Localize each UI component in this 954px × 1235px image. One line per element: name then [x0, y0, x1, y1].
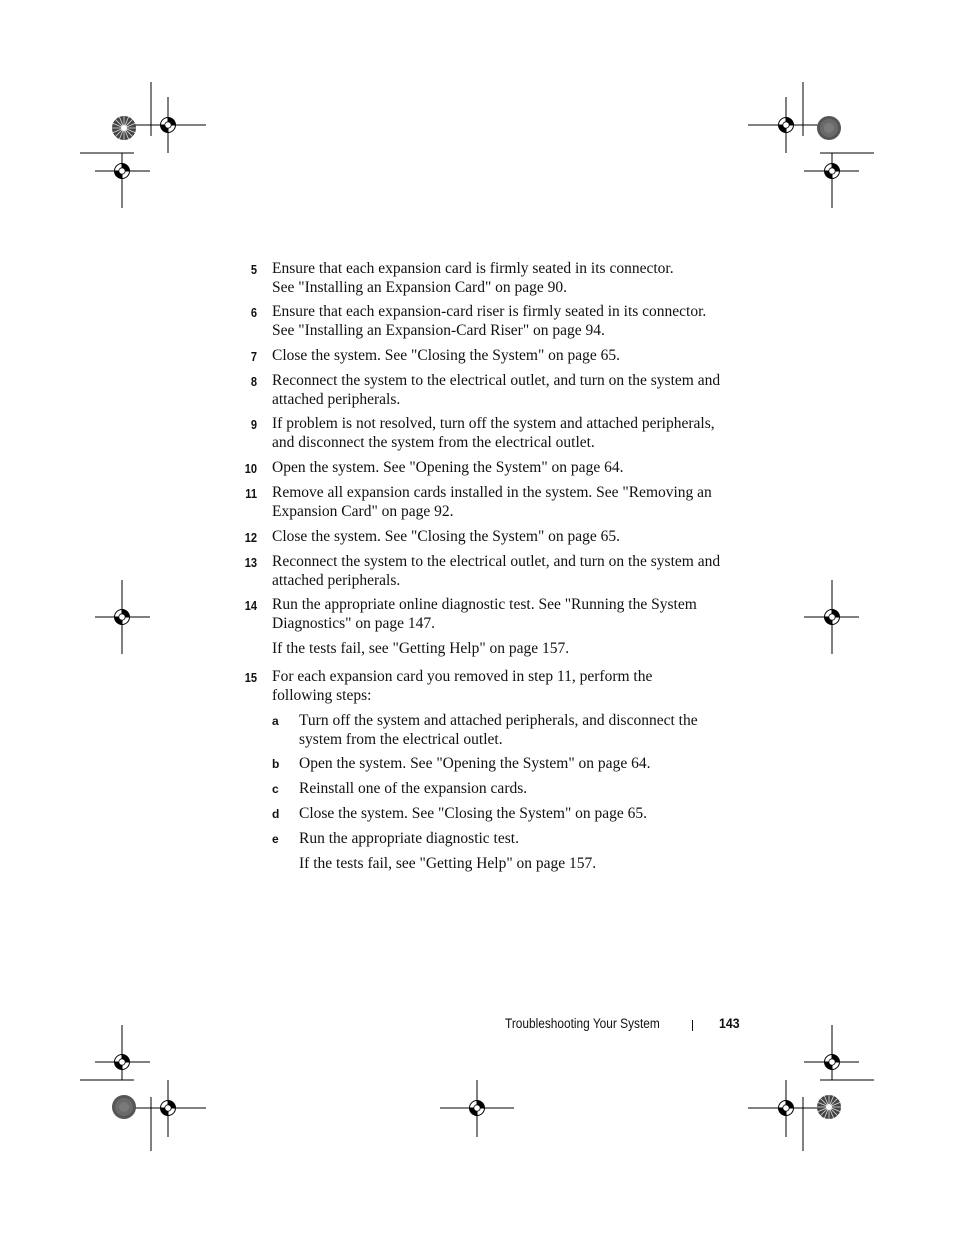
- substep-text: Reinstall one of the expansion cards.: [299, 780, 528, 797]
- step-text: Reconnect the system to the electrical outlet, and turn on the system and attached peripherals.: [272, 553, 721, 589]
- list-item: [236, 371, 756, 409]
- list-item: [236, 346, 756, 365]
- step-number: 10: [244, 461, 257, 476]
- step-text: If problem is not resolved, turn off the system and attached peripherals, and disconnect the system from the electrical outlet.: [272, 415, 715, 451]
- list-item: [236, 414, 756, 452]
- list-item: [272, 779, 742, 798]
- substep-letter: b: [272, 757, 280, 771]
- step-note: If the tests fail, see "Getting Help" on page 157.: [272, 640, 570, 657]
- substep-letter: c: [272, 782, 279, 796]
- list-item: [272, 711, 742, 749]
- step-number: 8: [250, 374, 257, 389]
- list-item: [236, 667, 756, 705]
- step-number: 11: [245, 486, 257, 501]
- list-item: [236, 483, 756, 521]
- substep-letter: e: [272, 832, 279, 846]
- step-number: 5: [250, 262, 257, 277]
- step-number: 15: [244, 670, 257, 685]
- substep-text: Run the appropriate diagnostic test.: [299, 830, 519, 847]
- footer-separator: [692, 1020, 693, 1031]
- step-number: 6: [250, 305, 257, 320]
- substep-text: Close the system. See "Closing the System" on page 65.: [299, 805, 648, 822]
- step-text: Close the system. See "Closing the System" on page 65.: [272, 528, 621, 545]
- step-text: Ensure that each expansion-card riser is firmly seated in its connector. See "Installing an Expansion-Card Riser" on page 94.: [272, 303, 707, 339]
- substep-note: If the tests fail, see "Getting Help" on page 157.: [299, 855, 597, 872]
- step-number: 13: [244, 555, 257, 570]
- substep-letter: a: [272, 714, 279, 728]
- list-item: [236, 458, 756, 477]
- step-number: 12: [244, 530, 257, 545]
- step-number: 14: [244, 598, 257, 613]
- footer-section-title: Troubleshooting Your System: [505, 1016, 660, 1031]
- step-text: Remove all expansion cards installed in the system. See "Removing an Expansion Card" on page 92.: [272, 484, 712, 520]
- step-text: Close the system. See "Closing the System" on page 65.: [272, 347, 621, 364]
- substep-letter: d: [272, 807, 280, 821]
- list-item: [236, 527, 756, 546]
- step-text: Open the system. See "Opening the System" on page 64.: [272, 459, 624, 476]
- step-number: 9: [250, 417, 257, 432]
- list-item: [236, 552, 756, 590]
- list-item: [272, 829, 742, 848]
- list-item: [272, 754, 742, 773]
- step-text: Reconnect the system to the electrical outlet, and turn on the system and attached peripherals.: [272, 372, 721, 408]
- list-item: [236, 595, 756, 633]
- list-item: [272, 804, 742, 823]
- step-text: Ensure that each expansion card is firmly seated in its connector. See "Installing an Expansion Card" on page 90.: [272, 260, 674, 296]
- step-text: Run the appropriate online diagnostic test. See "Running the System Diagnostics" on page 147.: [272, 596, 697, 632]
- list-item: [236, 302, 756, 340]
- page-number: 143: [719, 1015, 740, 1031]
- substep-text: Turn off the system and attached peripherals, and disconnect the system from the electrical outlet.: [299, 712, 698, 748]
- substep-text: Open the system. See "Opening the System" on page 64.: [299, 755, 651, 772]
- list-item: [236, 259, 756, 297]
- step-text: For each expansion card you removed in step 11, perform the following steps:: [272, 668, 653, 704]
- step-number: 7: [250, 349, 257, 364]
